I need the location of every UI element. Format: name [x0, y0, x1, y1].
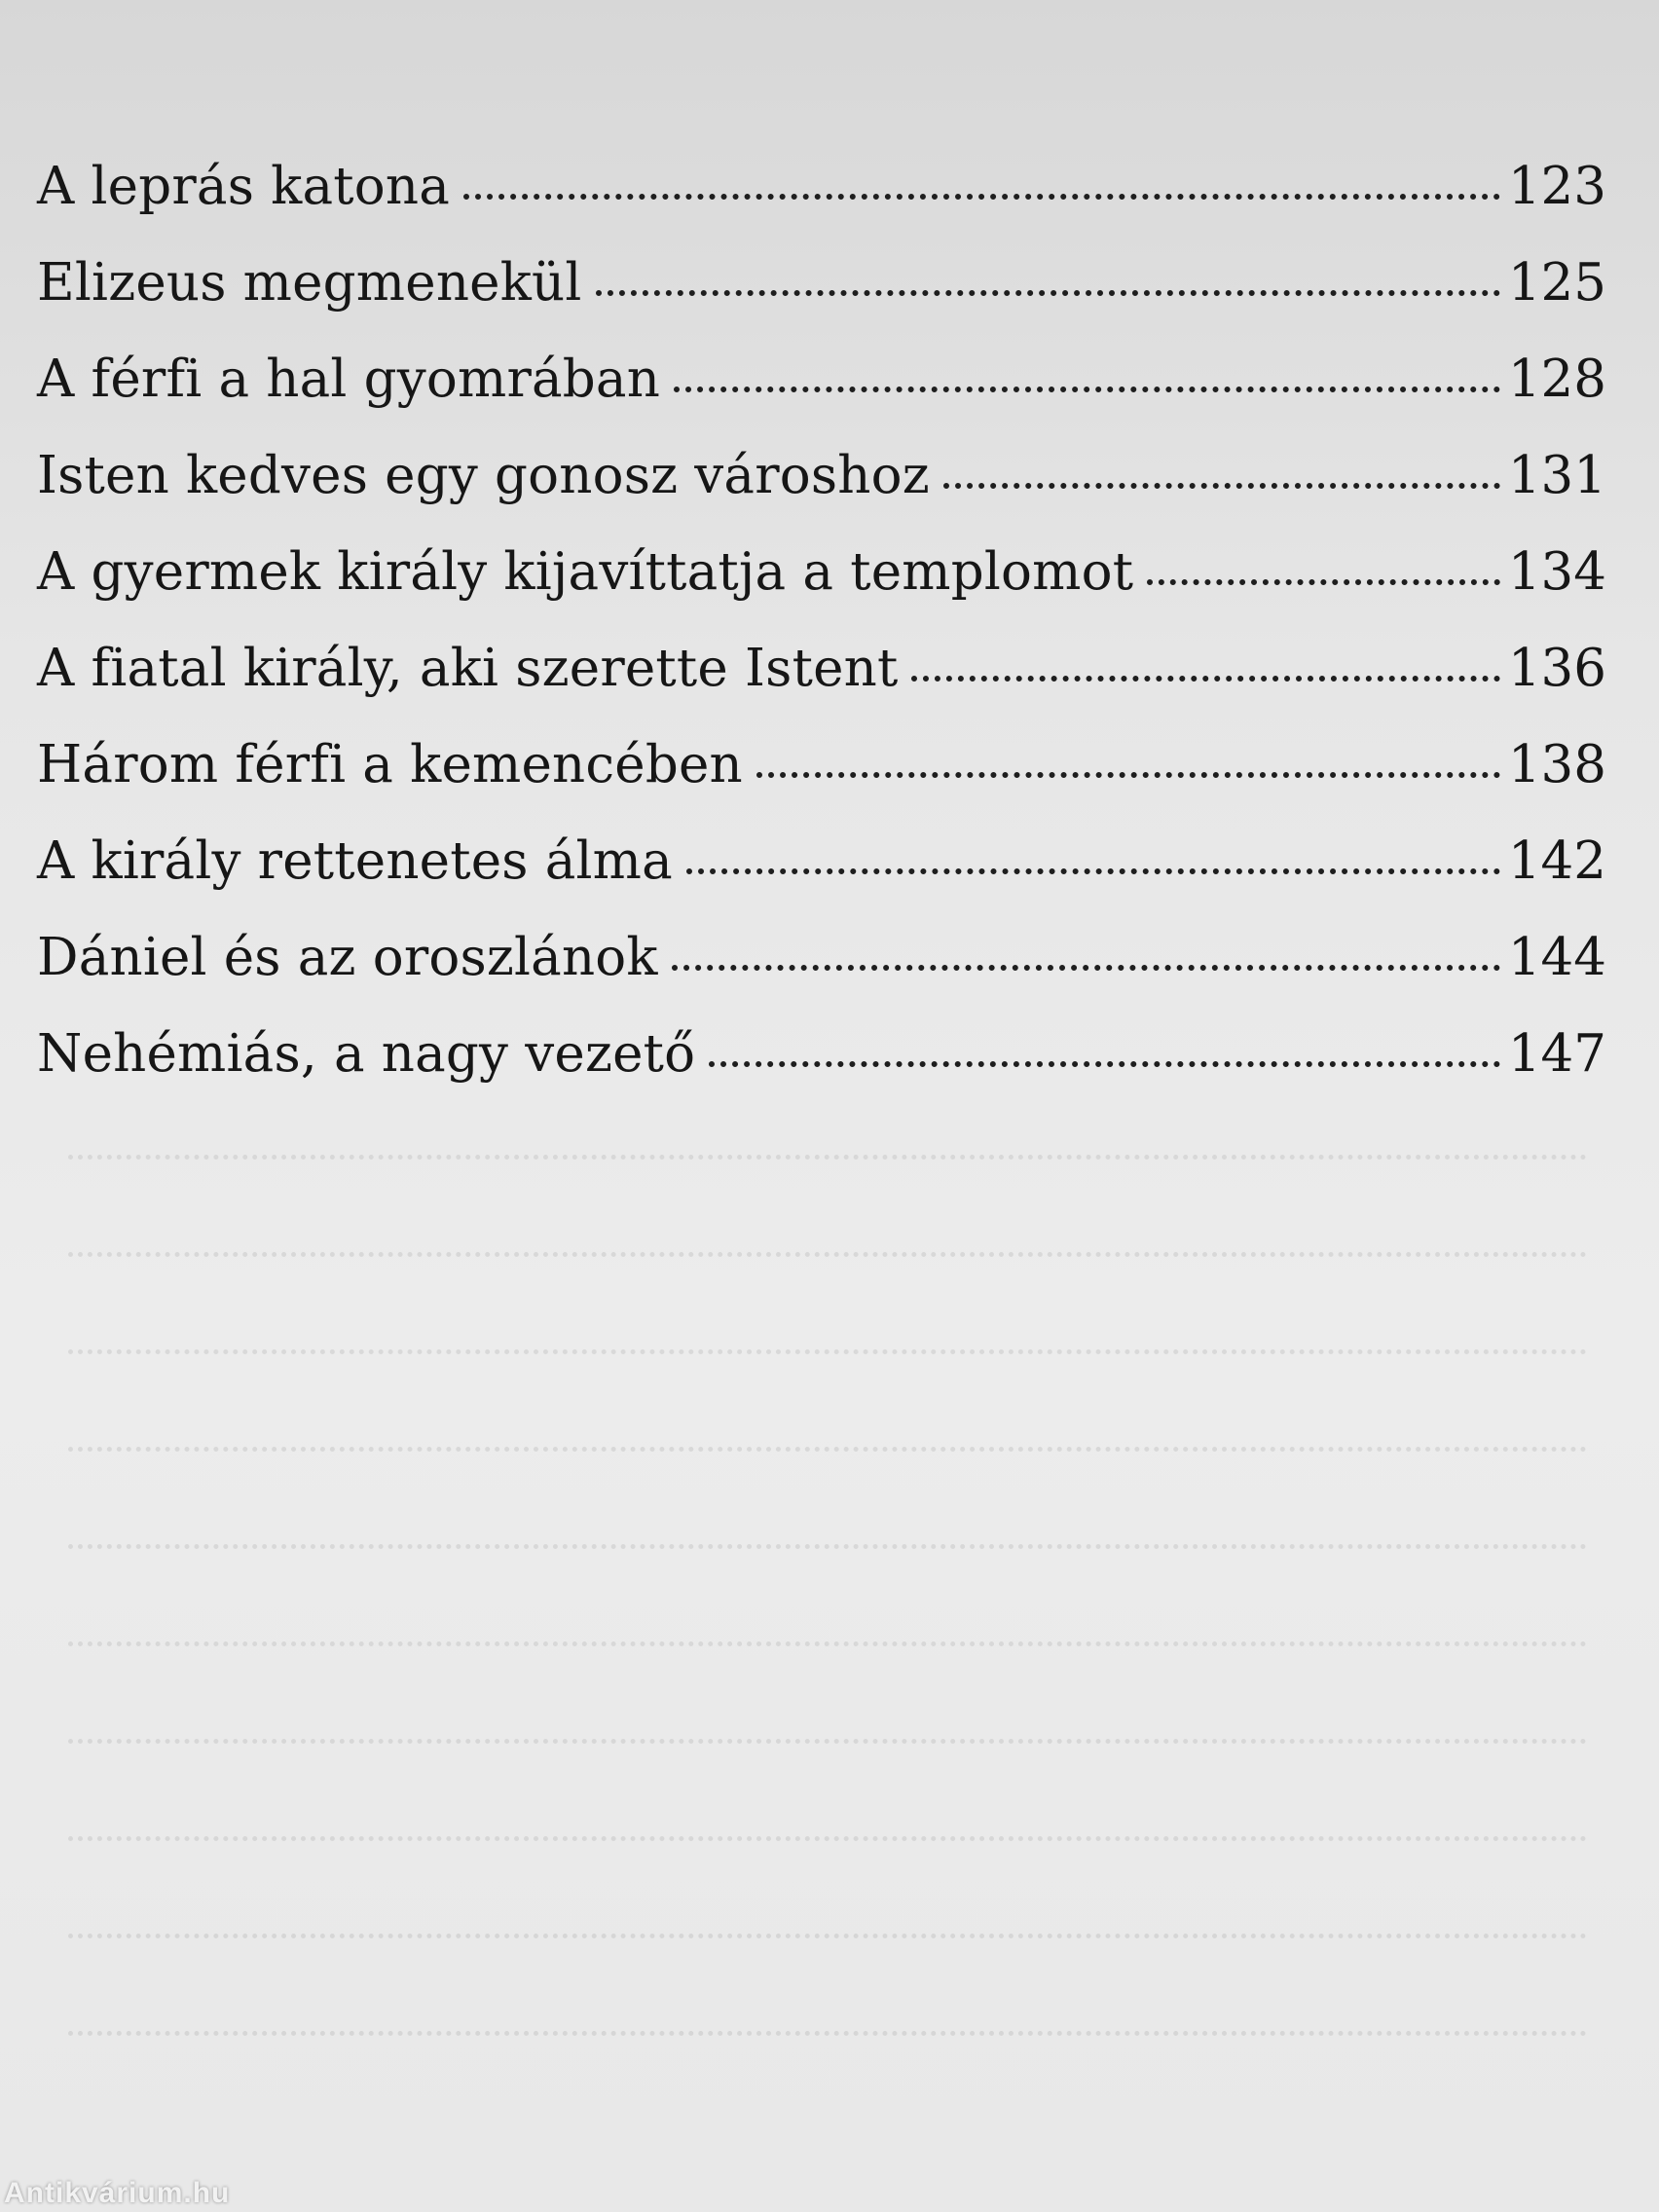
toc-entry-title: A férfi a hal gyomrában: [37, 350, 661, 409]
toc-entry-title: A leprás katona: [37, 157, 450, 216]
dot-leader: [756, 772, 1500, 778]
dot-leader: [672, 965, 1500, 971]
toc-entry-page: 142: [1507, 831, 1606, 891]
toc-entry: [37, 253, 1606, 353]
toc-entry: [37, 446, 1606, 546]
toc-entry-page: 136: [1507, 639, 1606, 698]
toc-entry-title: Elizeus megmenekül: [37, 253, 582, 313]
toc-entry: [37, 1024, 1606, 1124]
toc-entry: [37, 157, 1606, 257]
toc-entry-page: 144: [1507, 928, 1606, 987]
dot-leader: [1147, 579, 1500, 585]
toc-entry: [37, 831, 1606, 932]
toc-entry-title: Nehémiás, a nagy vezető: [37, 1024, 696, 1084]
toc-entry-page: 147: [1507, 1024, 1606, 1084]
dot-leader: [911, 676, 1499, 682]
dot-leader: [463, 194, 1500, 200]
toc-entry-page: 138: [1507, 735, 1606, 794]
dot-leader: [943, 483, 1500, 489]
toc-entry-page: 125: [1507, 253, 1606, 313]
toc-entry-page: 131: [1507, 446, 1606, 505]
toc-entry-title: A fiatal király, aki szerette Istent: [37, 639, 899, 698]
toc-entry: [37, 928, 1606, 1028]
toc-entry-title: Isten kedves egy gonosz városhoz: [37, 446, 930, 505]
toc-entry-page: 123: [1507, 157, 1606, 216]
toc-entry-page: 128: [1507, 350, 1606, 409]
dot-leader: [596, 290, 1500, 296]
toc-entry: [37, 639, 1606, 739]
toc-entry: [37, 735, 1606, 835]
dot-leader: [674, 387, 1500, 392]
dot-leader: [686, 868, 1500, 874]
toc-entry-page: 134: [1507, 542, 1606, 602]
toc-entry-title: A király rettenetes álma: [37, 831, 673, 891]
bleed-through-text: [0, 1110, 1659, 2181]
toc-entry-title: Dániel és az oroszlánok: [37, 928, 658, 987]
watermark: Antikvárium.hu: [4, 2177, 231, 2209]
dot-leader: [709, 1061, 1500, 1067]
toc-entry: [37, 542, 1606, 643]
toc-entry-title: Három férfi a kemencében: [37, 735, 743, 794]
table-of-contents: [37, 157, 1606, 1124]
toc-entry: [37, 350, 1606, 450]
toc-entry-title: A gyermek király kijavíttatja a templomot: [37, 542, 1134, 602]
